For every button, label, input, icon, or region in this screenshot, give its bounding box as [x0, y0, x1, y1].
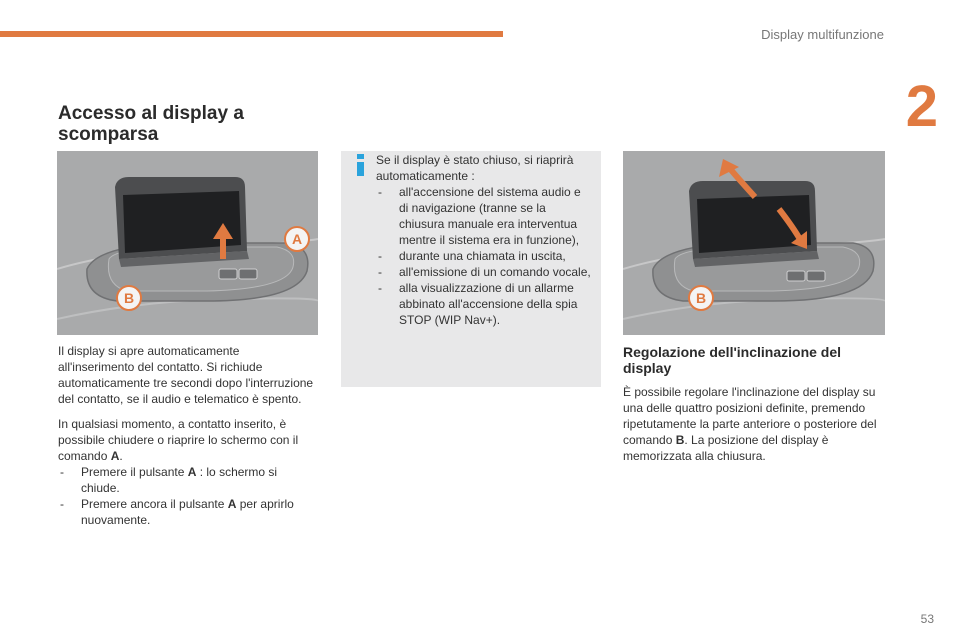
list-item: - Premere ancora il pulsante A per aprirlo nuovamente.	[58, 496, 316, 528]
paragraph-tilt-adjust: È possibile regolare l'inclinazione del display su una delle quattro posizioni definite, premendo ripetutamente la parte anteriore o posteriore del comando B. La posizione del display è memorizzata alla chiusura.	[623, 385, 877, 463]
figure-label-a: A	[291, 231, 303, 247]
header-accent-bar	[0, 31, 503, 37]
figure-label-b: B	[123, 290, 135, 306]
list-item: - Premere il pulsante A : lo schermo si chiude.	[58, 464, 316, 496]
right-column-text	[623, 384, 888, 473]
display-illustration-open	[57, 151, 318, 335]
paragraph-auto-open: Il display si apre automaticamente all'inserimento del contatto. Si richiude automaticamente tre secondi dopo l'interruzione del contatto, se il audio e telematico è spento.	[58, 344, 314, 406]
chapter-number: 2	[905, 74, 938, 139]
list-item: - all'accensione del sistema audio e di navigazione (tranne se la chiusura manuale era interventua mentre il sistema era in funzione),	[376, 184, 591, 248]
header-title: Display multifunzione	[761, 27, 884, 42]
info-intro: Se il display è stato chiuso, si riaprirà automaticamente :	[376, 153, 574, 183]
info-box	[341, 151, 601, 387]
page-number: 53	[920, 612, 934, 626]
list-item: - durante una chiamata in uscita,	[376, 248, 591, 264]
list-item: - all'emissione di un comando vocale,	[376, 264, 591, 280]
display-illustration-tilt	[623, 151, 885, 335]
info-list	[376, 184, 591, 328]
info-icon	[353, 154, 369, 176]
manual-steps-list	[58, 464, 316, 528]
paragraph-manual-control: In qualsiasi momento, a contatto inserito, è possibile chiudere o riaprire lo schermo con il comando A.	[58, 417, 299, 463]
section-title: Accesso al display a scomparsa	[58, 103, 244, 145]
list-item: - alla visualizzazione di un allarme abbinato all'accensione della spia STOP (WIP Nav+).	[376, 280, 591, 328]
figure-label-b: B	[695, 290, 707, 306]
left-column-text	[58, 343, 316, 528]
subsection-title: Regolazione dell'inclinazione del display	[623, 344, 842, 376]
